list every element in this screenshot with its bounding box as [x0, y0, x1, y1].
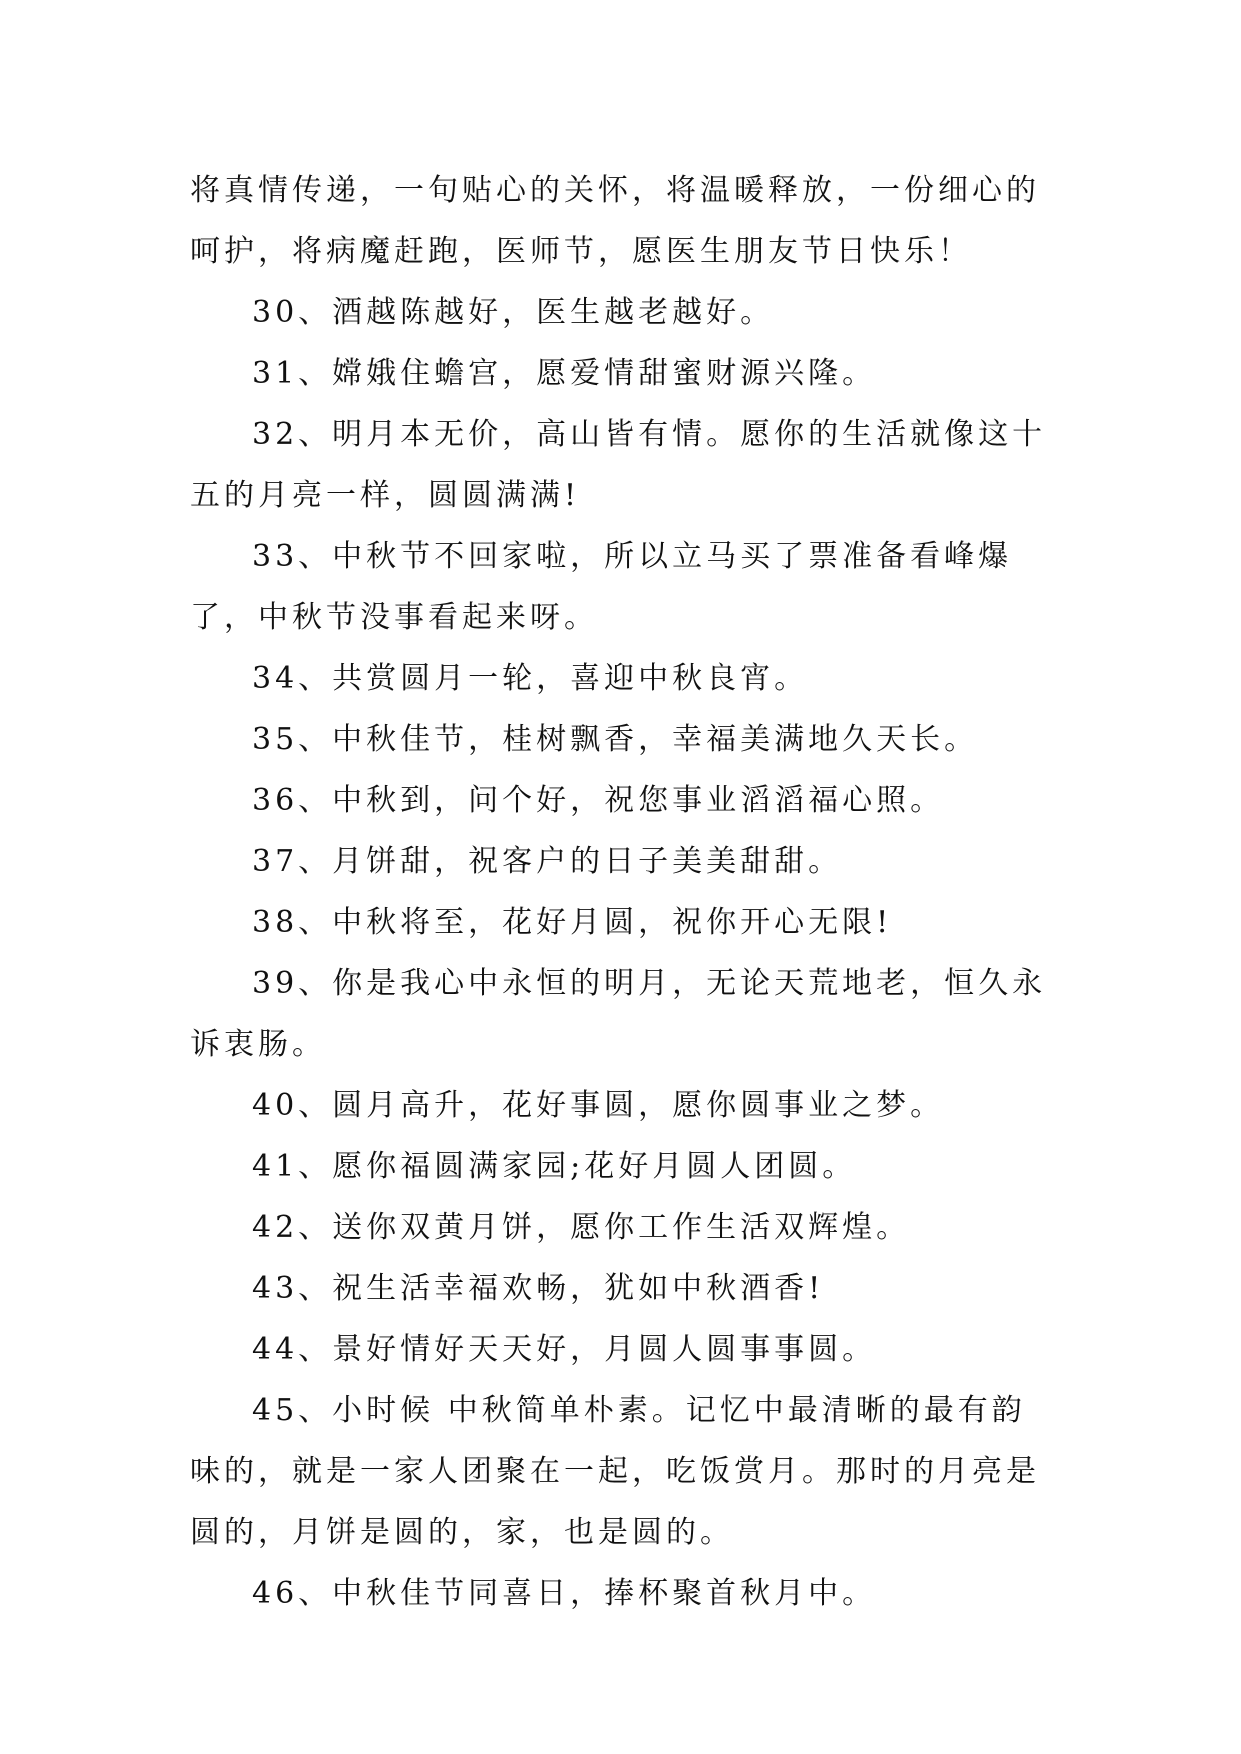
paragraph-46: 46、中秋佳节同喜日，捧杯聚首秋月中。	[252, 1576, 877, 1611]
paragraph-0: 将真情传递，一句贴心的关怀，将温暖释放，一份细心的呵护，将病魔赶跑，医师节，愿医生朋友节日快乐！	[190, 173, 1040, 269]
paragraph-40: 40、圆月高升，花好事圆，愿你圆事业之梦。	[252, 1088, 945, 1123]
paragraph-36: 36、中秋到，问个好，祝您事业滔滔福心照。	[252, 783, 945, 818]
paragraph-45: 45、小时候 中秋简单朴素。记忆中最清晰的最有韵味的，就是一家人团聚在一起，吃饭赏月。那时的月亮是圆的，月饼是圆的，家，也是圆的。	[190, 1393, 1040, 1550]
paragraph-33: 33、中秋节不回家啦，所以立马买了票准备看峰爆了，中秋节没事看起来呀。	[190, 539, 1013, 635]
paragraph-39: 39、你是我心中永恒的明月，无论天荒地老，恒久永诉衷肠。	[190, 966, 1047, 1062]
paragraph-37: 37、月饼甜，祝客户的日子美美甜甜。	[252, 844, 843, 879]
paragraph-35: 35、中秋佳节，桂树飘香，幸福美满地久天长。	[252, 722, 979, 757]
paragraph-32: 32、明月本无价，高山皆有情。愿你的生活就像这十五的月亮一样，圆圆满满!	[190, 417, 1047, 513]
paragraph-31: 31、嫦娥住蟾宫，愿爱情甜蜜财源兴隆。	[252, 356, 877, 391]
paragraph-43: 43、祝生活幸福欢畅，犹如中秋酒香!	[252, 1271, 825, 1306]
paragraph-41: 41、愿你福圆满家园;花好月圆人团圆。	[252, 1149, 857, 1184]
paragraph-42: 42、送你双黄月饼，愿你工作生活双辉煌。	[252, 1210, 911, 1245]
paragraph-30: 30、酒越陈越好，医生越老越好。	[252, 295, 775, 330]
paragraph-44: 44、景好情好天天好，月圆人圆事事圆。	[252, 1332, 877, 1367]
paragraph-34: 34、共赏圆月一轮，喜迎中秋良宵。	[252, 661, 809, 696]
document-body	[190, 160, 1050, 1624]
paragraph-38: 38、中秋将至，花好月圆，祝你开心无限!	[252, 905, 893, 940]
